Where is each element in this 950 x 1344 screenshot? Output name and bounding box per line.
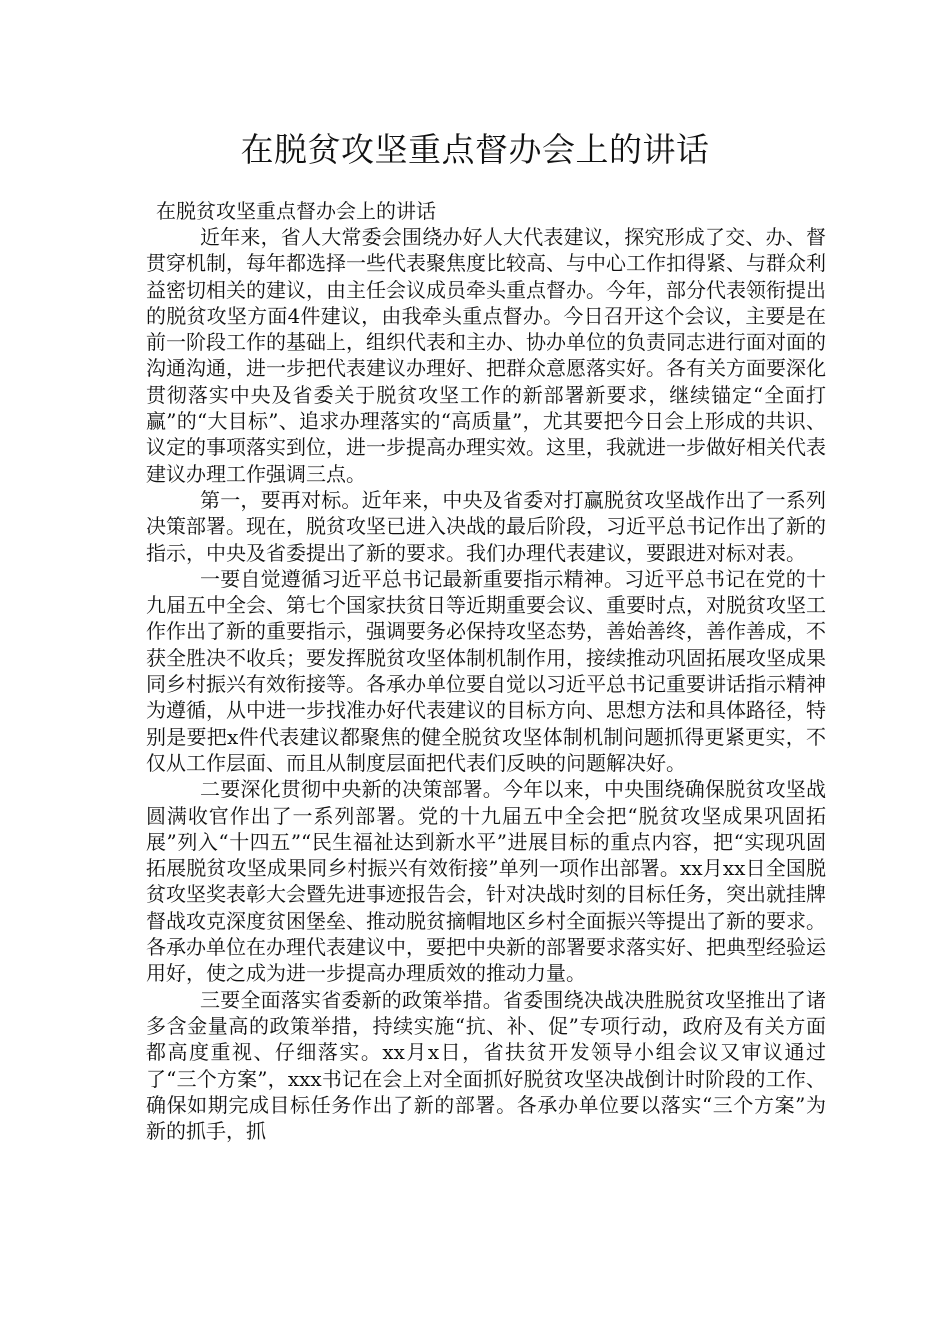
document-title: 在脱贫攻坚重点督办会上的讲话 xyxy=(240,130,710,169)
paragraph-item-three: 三要全面落实省委新的政策举措。省委围绕决战决胜脱贫攻坚推出了诸多含金量高的政策举措，持续实施“抗、补、促”专项行动，政府及有关方面都高度重视、仔细落实。xx月x日，省扶贫开发领导小组会议又审议通过了“三个方案”，xxx书记在会上对全面抓好脱贫攻坚决战倒计时阶段的工作、确保如期完成目标任务作出了新的部署。各承办单位要以落实“三个方案”为新的抓手，抓 xyxy=(146,987,826,1144)
paragraph-intro: 近年来，省人大常委会围绕办好人大代表建议，探究形成了交、办、督贯穿机制，每年都选择一些代表聚焦度比较高、与中心工作扣得紧、与群众利益密切相关的建议，由主任会议成员牵头重点督办。今年，部分代表领衔提出的脱贫攻坚方面4件建议，由我牵头重点督办。今日召开这个会议，主要是在前一阶段工作的基础上，组织代表和主办、协办单位的负责同志进行面对面的沟通沟通，进一步把代表建议办理好、把群众意愿落实好。各有关方面要深化贯彻落实中央及省委关于脱贫攻坚工作的新部署新要求，继续锚定“全面打赢”的“大目标”、追求办理落实的“高质量”，尤其要把今日会上形成的共识、议定的事项落实到位，进一步提高办理实效。这里，我就进一步做好相关代表建议办理工作强调三点。 xyxy=(146,225,826,486)
paragraph-point-one: 第一，要再对标。近年来，中央及省委对打赢脱贫攻坚战作出了一系列决策部署。现在，脱贫攻坚已进入决战的最后阶段，习近平总书记作出了新的指示，中央及省委提出了新的要求。我们办理代表建议，要跟进对标对表。 xyxy=(146,487,826,565)
document-body xyxy=(146,198,826,1144)
paragraph-item-one: 一要自觉遵循习近平总书记最新重要指示精神。习近平总书记在党的十九届五中全会、第七个国家扶贫日等近期重要会议、重要时点，对脱贫攻坚工作作出了新的重要指示，强调要务必保持攻坚态势，善始善终，善作善成，不获全胜决不收兵；要发挥脱贫攻坚体制机制作用，接续推动巩固拓展攻坚成果同乡村振兴有效衔接等。各承办单位要自觉以习近平总书记重要讲话指示精神为遵循，从中进一步找准办好代表建议的目标方向、思想方法和具体路径，特别是要把x件代表建议都聚焦的健全脱贫攻坚体制机制问题抓得更紧更实，不仅从工作层面、而且从制度层面把代表们反映的问题解决好。 xyxy=(146,566,826,775)
document-subtitle: 在脱贫攻坚重点督办会上的讲话 xyxy=(156,199,436,223)
paragraph-item-two: 二要深化贯彻中央新的决策部署。今年以来，中央围绕确保脱贫攻坚战圆满收官作出了一系列部署。党的十九届五中全会把“脱贫攻坚成果巩固拓展”列入“十四五”“民生福祉达到新水平”进展目标的重点内容，把“实现巩固拓展脱贫攻坚成果同乡村振兴有效衔接”单列一项作出部署。xx月xx日全国脱贫攻坚奖表彰大会暨先进事迹报告会，针对决战时刻的目标任务，突出就挂牌督战攻克深度贫困堡垒、推动脱贫摘帽地区乡村全面振兴等提出了新的要求。各承办单位在办理代表建议中，要把中央新的部署要求落实好、把典型经验运用好，使之成为进一步提高办理质效的推动力量。 xyxy=(146,777,826,986)
